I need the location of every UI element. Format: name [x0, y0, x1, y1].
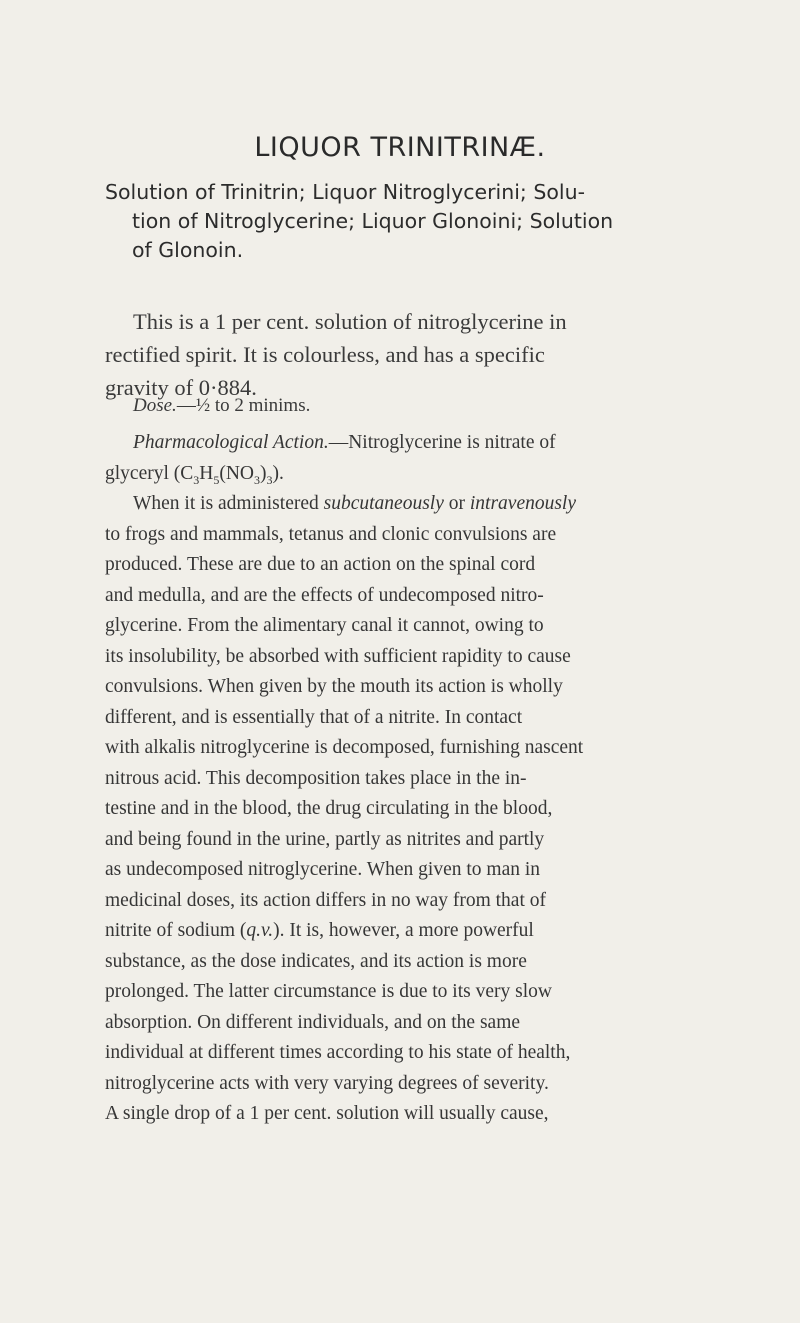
- description-line: This is a 1 per cent. solution of nitroglycerine in: [133, 309, 567, 334]
- synonyms-line: tion of Nitroglycerine; Liquor Glonoini; Solution: [132, 209, 614, 233]
- page-title: LIQUOR TRINITRINÆ.: [254, 132, 546, 163]
- paragraph-line: testine and in the blood, the drug circulating in the blood,: [105, 798, 553, 819]
- description-block: [105, 305, 745, 404]
- italic-term: q.v.: [246, 920, 274, 941]
- formula-part: (NO: [219, 462, 255, 484]
- synonyms-line: of Glonoin.: [132, 238, 244, 262]
- italic-term: subcutaneously: [323, 493, 444, 514]
- paragraph-line: A single drop of a 1 per cent. solution will usually cause,: [105, 1103, 549, 1124]
- paragraph-line: [105, 489, 745, 520]
- formula-part: H: [199, 462, 214, 484]
- text-run: or: [443, 493, 470, 514]
- paragraph-line: [105, 916, 745, 947]
- text-run: ). It is, however, a more powerful: [273, 920, 534, 941]
- paragraph-line: and being found in the urine, partly as nitrites and partly: [105, 828, 545, 850]
- pharmacology-heading-line: [105, 428, 745, 459]
- paragraph-line: as undecomposed nitroglycerine. When given to man in: [105, 859, 541, 880]
- paragraph-line: nitroglycerine acts with very varying degrees of severity.: [105, 1072, 549, 1094]
- paragraph-line: its insolubility, be absorbed with sufficient rapidity to cause: [105, 645, 571, 667]
- formula-sub: 3: [193, 472, 200, 487]
- paragraph-line: glycerine. From the alimentary canal it cannot, owing to: [105, 615, 544, 636]
- dose-text: —½ to 2 minims.: [176, 395, 311, 416]
- italic-term: intravenously: [469, 493, 577, 514]
- paragraph-line: and medulla, and are the effects of undecomposed nitro-: [105, 584, 544, 606]
- text-run: nitrite of sodium (: [105, 920, 247, 941]
- formula-sub: 5: [213, 472, 220, 487]
- dose-line: [133, 395, 310, 417]
- formula-sub: 3: [254, 472, 261, 487]
- paragraph-line: substance, as the dose indicates, and its action is more: [105, 950, 527, 972]
- synonyms-line: Solution of Trinitrin; Liquor Nitroglycerini; Solu-: [105, 180, 585, 204]
- paragraph-line: prolonged. The latter circumstance is due to its very slow: [105, 981, 552, 1002]
- paragraph-line: produced. These are due to an action on the spinal cord: [105, 554, 536, 575]
- heading-rest: —Nitroglycerine is nitrate of: [328, 432, 556, 453]
- paragraph-line: medicinal doses, its action differs in no way from that of: [105, 889, 546, 911]
- paragraph-line: absorption. On different individuals, and on the same: [105, 1011, 521, 1033]
- formula-line: [105, 459, 745, 490]
- paragraph-line: with alkalis nitroglycerine is decomposed, furnishing nascent: [105, 737, 584, 758]
- formula-part: ): [260, 462, 267, 484]
- pharmacology-section: [105, 428, 745, 1130]
- formula-part: ).: [272, 462, 284, 484]
- paragraph-line: different, and is essentially that of a nitrite. In contact: [105, 706, 523, 728]
- description-line: gravity of 0·884.: [105, 375, 257, 400]
- dose-label: Dose.: [133, 395, 177, 416]
- description-line: rectified spirit. It is colourless, and has a specific: [105, 342, 545, 367]
- synonyms-block: [105, 178, 735, 265]
- formula-prefix: glyceryl (C: [105, 462, 194, 484]
- text-run: When it is administered: [133, 493, 324, 514]
- paragraph-line: convulsions. When given by the mouth its action is wholly: [105, 676, 563, 697]
- paragraph-line: to frogs and mammals, tetanus and clonic convulsions are: [105, 523, 557, 545]
- paragraph-line: individual at different times according to his state of health,: [105, 1042, 571, 1063]
- section-heading: Pharmacological Action.: [133, 432, 329, 453]
- paragraph-line: nitrous acid. This decomposition takes place in the in-: [105, 767, 527, 789]
- formula-sub: 3: [266, 472, 273, 487]
